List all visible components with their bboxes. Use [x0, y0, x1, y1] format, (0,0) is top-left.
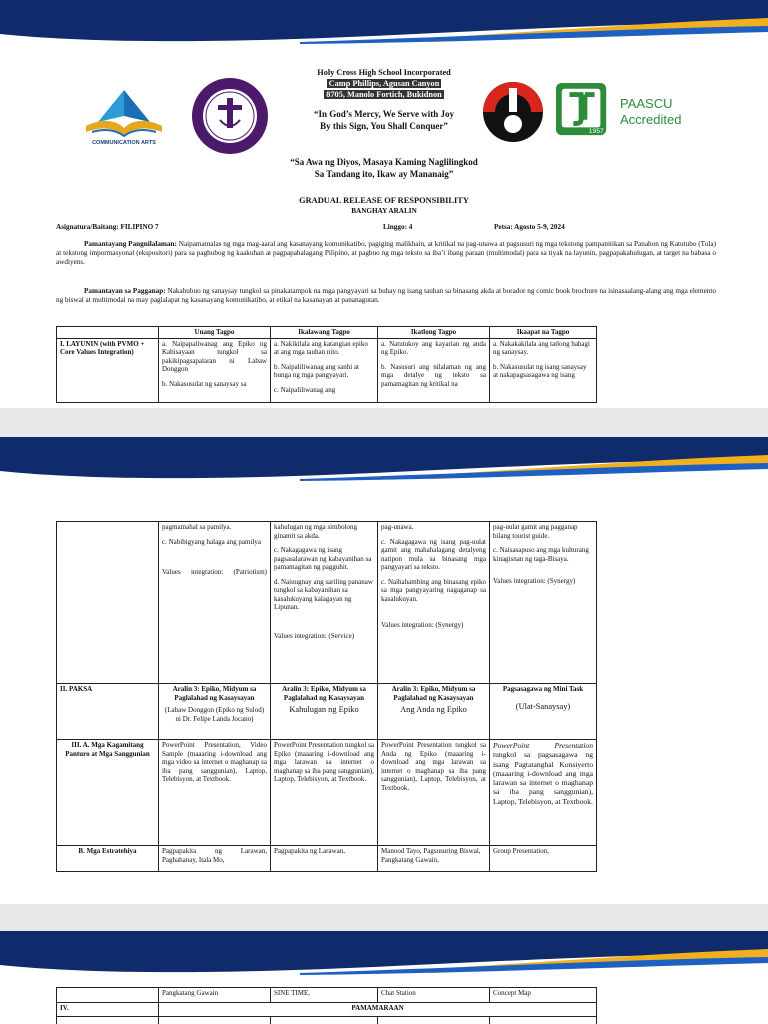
- cell: PowerPoint Presentation tungkol sa pagsasagawa ng isang Pagtatanghal Konsiyerto (maaaring i-download ang mga larawan sa internet o maghanap sa iba pang sanggunian), Laptop, Telebisyon, at Textbook.: [490, 740, 597, 846]
- table-row: [57, 1003, 597, 1017]
- motto-fil: “Sa Awa ng Diyos, Masaya Kaming Naglilingkod Sa Tandang ito, Ikaw ay Mananaig”: [290, 157, 478, 179]
- content-standard: Pamantayang Pangnilalaman: Naipamamalas ng mga mag-aaral ang kasanayang komunikatibo, pagiging malikhain, at kritikal na pag-unawa at pagsusuri ng mga tekstong pampanitikan sa Panahon ng Katutubo (Tula) at tekstong impormasyonal (ekspositori) para sa paghubog ng kaakuhan at pagpapahalagang Pilipino, at pagbuo ng mga teksto sa iba’t ibang paraan (multimodal) para sa tiyak na layunin, pagpapakahulugan, at target na babasa o awdiyens.: [56, 240, 716, 266]
- school-name: Holy Cross High School Incorporated: [317, 68, 451, 77]
- motto-en-1: “In God’s Mercy, We Serve with Joy: [313, 109, 455, 120]
- header-cell-blank: [57, 327, 159, 339]
- table-row: [57, 684, 597, 740]
- page-2: [0, 437, 768, 904]
- table-row: [57, 740, 597, 846]
- red-seal-logo: [476, 76, 550, 146]
- motto-en-2: By this Sign, You Shall Conquer”: [320, 121, 448, 132]
- cell: [57, 1017, 159, 1024]
- cell: a. Nakikilala ang katangian epiko at ang mga tauhan nito. b. Naipaliliwanag ang sanhi at bunga ng mga pangyayari. c. Naipaliliwanag ang: [271, 338, 378, 402]
- cell: a. Nakakakilala ang tatlong bahagi ng sanaysay. b. Nakasusulat ng isang sanaysay at nakapagsasagawa ng isang: [490, 338, 597, 402]
- communication-arts-logo: [76, 82, 172, 146]
- cell: kahulugan ng mga simbolong ginamit sa akda. c. Nakagagawa ng isang pagsasalarawan ng kabayanihan sa pamamagitan ng pagguhit. d. Naiuugnay ang sariling pananaw tungkol sa kabayanihan sa kasalukuyang kalagayan ng Lipunan. Values integration: (Service): [271, 522, 378, 684]
- doc-subtitle: BANGHAY ARALIN: [351, 207, 417, 215]
- paascu-accredited: Accredited: [620, 112, 682, 127]
- svg-text:1957: 1957: [588, 128, 604, 136]
- doc-title: GRADUAL RELEASE OF RESPONSIBILITY: [299, 196, 469, 205]
- cell: a. Natutukoy ang kayarian ng anda ng Epiko. b. Nasusuri ang nilalaman ng ang mga detalye ng teksto sa pamamagitan ng kritikal na: [378, 338, 490, 402]
- table-row: [57, 522, 597, 684]
- page-1: [0, 0, 768, 408]
- week-line: Linggo: 4: [383, 223, 413, 231]
- cell: [57, 522, 159, 684]
- row-label-paksa: II. PAKSA: [57, 684, 159, 740]
- cell: Chat Station: [378, 988, 490, 1003]
- svg-text:COMMUNICATION ARTS: COMMUNICATION ARTS: [92, 140, 156, 146]
- cell: Pagpapakita ng Larawan, Paghahanay, Itala Mo,: [159, 846, 271, 872]
- lesson-table-2: [56, 521, 597, 872]
- header-unang-tagpo: Unang Tagpo: [159, 327, 271, 339]
- table-header-row: [57, 327, 597, 339]
- page-3: [0, 931, 768, 1024]
- cell: pag-unawa. c. Nakagagawa ng isang pag-uulat gamit ang mahahalagang detalyeng natipon mula sa binasang mga pangyayari sa teksto. c. Naihahambing ang binasang epiko sa mga pangyayaring nagaganap sa kasalukuyan. Values integration: (Synergy): [378, 522, 490, 684]
- row-label-iv: IV.: [57, 1003, 159, 1017]
- lesson-table-1: [56, 326, 597, 403]
- cell: Pangkatang Gawain: [159, 988, 271, 1003]
- cell: Concept Map: [490, 988, 597, 1003]
- cell: pagmamahal sa pamilya. c. Nabibigyang halaga ang pamilya Values integration: (Patriotism): [159, 522, 271, 684]
- header-ikatlong-tagpo: Ikatlong Tagpo: [378, 327, 490, 339]
- cell: [159, 1017, 271, 1024]
- cell: Group Presentation,: [490, 846, 597, 872]
- paascu-badge: [554, 80, 704, 146]
- pamamaraan-title: PAMAMARAAN: [159, 1003, 597, 1017]
- cell: [57, 988, 159, 1003]
- cell: pag-uulat gamit ang pagganap bilang tourist guide. c. Naisasapuso ang mga kulturang kinagisnan ng taga-Bisaya. Values integration: (Synergy): [490, 522, 597, 684]
- school-seal: [190, 76, 270, 156]
- header-ikalawang-tagpo: Ikalawang Tagpo: [271, 327, 378, 339]
- subject-line: Asignatura/Baitang: FILIPINO 7: [56, 223, 159, 231]
- cell: PowerPoint Presentation, Video Sample (maaaring i-download ang mga video sa internet o maghanap sa iba pang sanggunian), Laptop, Telebisyon, at Textbook.: [159, 740, 271, 846]
- cell: [378, 1017, 490, 1024]
- cell: Aralin 3: Epiko, Midyum sa Paglalahad ng Kasaysayan Kahulugan ng Epiko: [271, 684, 378, 740]
- table-row: [57, 338, 597, 402]
- row-label-layunin: I. LAYUNIN (with PVMO + Core Values Integration): [57, 338, 159, 402]
- address-line-2: 8705, Manolo Fortich, Bukidnon: [326, 89, 442, 99]
- cell: [271, 1017, 378, 1024]
- address-line-1: Camp Phillips, Agusan Canyon: [328, 78, 440, 88]
- cell: Aralin 3: Epiko, Midyum sa Paglalahad ng Kasaysayan (Labaw Donggon (Epiko ng Sulod) ni Dr. Felipe Landa Jocano): [159, 684, 271, 740]
- header-ikaapat-tagpo: Ikaapat na Tagpo: [490, 327, 597, 339]
- table-row: [57, 846, 597, 872]
- lesson-table-3: [56, 987, 597, 1024]
- table-row: [57, 988, 597, 1003]
- row-label-estratehiya: B. Mga Estratehiya: [57, 846, 159, 872]
- cell: Pagpapakita ng Larawan,: [271, 846, 378, 872]
- cell: Aralin 3: Epiko, Midyum sa Paglalahad ng Kasaysayan Ang Anda ng Epiko: [378, 684, 490, 740]
- cell: Manood Tayo, Pagsusuring Biswal, Pangkatang Gawain,: [378, 846, 490, 872]
- school-header: [270, 68, 498, 133]
- header-wave-banner: [0, 0, 768, 60]
- cell: [490, 1017, 597, 1024]
- cell: PowerPoint Presentation tungkol sa Anda ng Epiko (maaaring i-download ang mga larawan sa internet o maghanap sa iba pang sanggunian), Laptop, Telebisyon, at Textbook.: [378, 740, 490, 846]
- cell: Pagsasagawa ng Mini Task (Ulat-Sanaysay): [490, 684, 597, 740]
- cell: PowerPoint Presentation tungkol sa Epiko (maaaring i-download ang mga larawan sa internet o maghanap sa iba pang sanggunian), Laptop, Telebisyon, at Textbook.: [271, 740, 378, 846]
- paascu-label: PAASCU: [620, 96, 673, 111]
- header-wave-banner: [0, 931, 768, 991]
- row-label-kagamitan: III. A. Mga Kagamitang Panturo at Mga Sanggunian: [57, 740, 159, 846]
- performance-standard: Pamantayan sa Pagganap: Nakabubuo ng sanaysay tungkol sa pinakatampok na mga pangyayari sa buhay ng isang tauhan sa binasang akda at borador ng comic book brochure na isinasaalang-alang ang mga elemento ng biswal at multimodal na may paglalapat ng kasanayang komunikatibo, at etikal na kasanayan at pananagutan.: [56, 287, 716, 304]
- date-line: Petsa: Agosto 5-9, 2024: [494, 223, 565, 231]
- cell: SINE TIME,: [271, 988, 378, 1003]
- cell: a. Naipapaliwanag ang Epiko ng Kabisayaan tungkol sa pakikipagsapalaran ni Labaw Donggon b. Nakasusulat ng sanaysay sa: [159, 338, 271, 402]
- table-row: [57, 1017, 597, 1024]
- header-wave-banner: [0, 437, 768, 497]
